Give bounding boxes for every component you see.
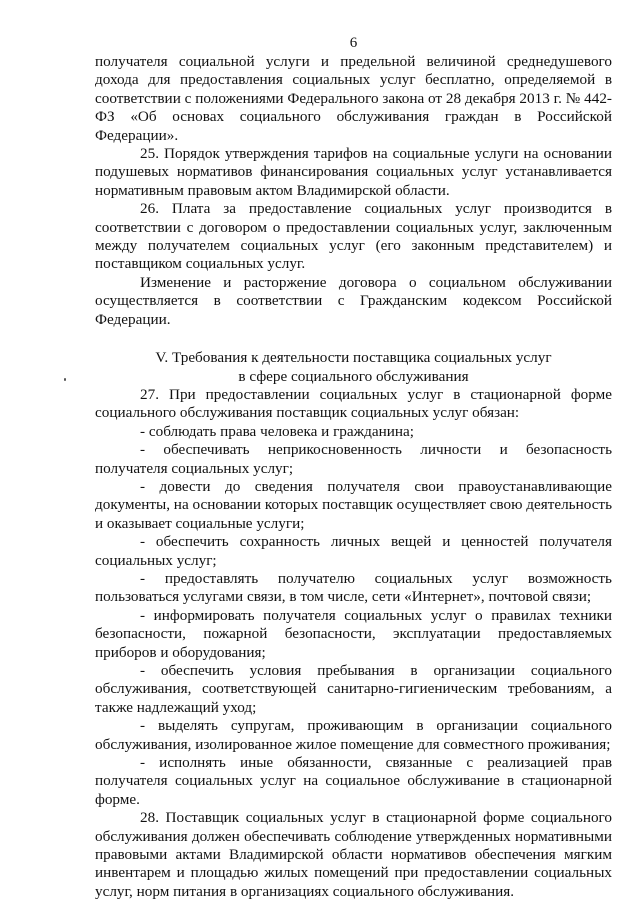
paragraph-28: 28. Поставщик социальных услуг в стационарной форме социального обслуживания должен обеспечивать соблюдение утвержденных нормативными правовыми актами Владимирской области нормативов обеспечения мягким инвентарем и площадью жилых помещений при предоставлении социальных услуг, норм питания в организациях социального обслуживания. — [95, 809, 612, 900]
list-item-belongings: - обеспечить сохранность личных вещей и ценностей получателя социальных услуг; — [95, 533, 612, 569]
scan-speck — [64, 378, 66, 381]
list-item-other-duties: - исполнять иные обязанности, связанные с реализацией прав получателя социальных услуг на социальное обслуживание в стационарной форме. — [95, 754, 612, 808]
paragraph-26-amendment: Изменение и расторжение договора о социальном обслуживании осуществляется в соответствии с Гражданским кодексом Российской Федерации. — [95, 273, 612, 328]
paragraph-27: 27. При предоставлении социальных услуг в стационарной форме социального обслуживания поставщик социальных услуг обязан: — [95, 385, 612, 422]
list-item-rights: - соблюдать права человека и гражданина; — [140, 422, 414, 440]
paragraph-25: 25. Порядок утверждения тарифов на социальные услуги на основании подушевых нормативов финансирования социальных услуг устанавливается нормативным правовым актом Владимирской области. — [95, 145, 612, 199]
list-item-communication: - предоставлять получателю социальных услуг возможность пользоваться услугами связи, в том числе, сети «Интернет», почтовой связи; — [95, 569, 612, 606]
page-number: 6 — [349, 35, 358, 51]
list-item-spouses: - выделять супругам, проживающим в организации социального обслуживания, изолированное жилое помещение для совместного проживания; — [95, 717, 612, 753]
paragraph-26: 26. Плата за предоставление социальных услуг производится в соответствии с договором о предоставлении социальных услуг, заключенным между получателем социальных услуг (его законным представителем) и поставщиком социальных услуг. — [95, 200, 612, 273]
document-page — [95, 34, 612, 901]
list-item-documents: - довести до сведения получателя свои правоустанавливающие документы, на основании которых поставщик осуществляет свою деятельность и оказывает социальные услуги; — [95, 477, 612, 532]
list-item-safety: - обеспечивать неприкосновенность личности и безопасность получателя социальных услуг; — [95, 441, 612, 477]
paragraph-24-continuation: получателя социальной услуги и предельной величиной среднедушевого дохода для предоставления социальных услуг бесплатно, определяемой в соответствии с положениями Федерального закона от 28 декабря 2013 г. № 442-ФЗ «Об основах социального обслуживания граждан в Российской Федерации». — [95, 53, 612, 144]
list-item-safety-rules: - информировать получателя социальных услуг о правилах техники безопасности, пожарной безопасности, эксплуатации предоставляемых приборов и оборудования; — [95, 606, 612, 661]
section-heading-line2: в сфере социального обслуживания — [238, 367, 469, 385]
section-heading — [95, 349, 612, 386]
section-heading-line1: V. Требования к деятельности поставщика социальных услуг — [155, 349, 552, 367]
list-item-conditions: - обеспечить условия пребывания в организации социального обслуживания, соответствующей санитарно-гигиеническим требованиям, а также надлежащий уход; — [95, 662, 612, 716]
